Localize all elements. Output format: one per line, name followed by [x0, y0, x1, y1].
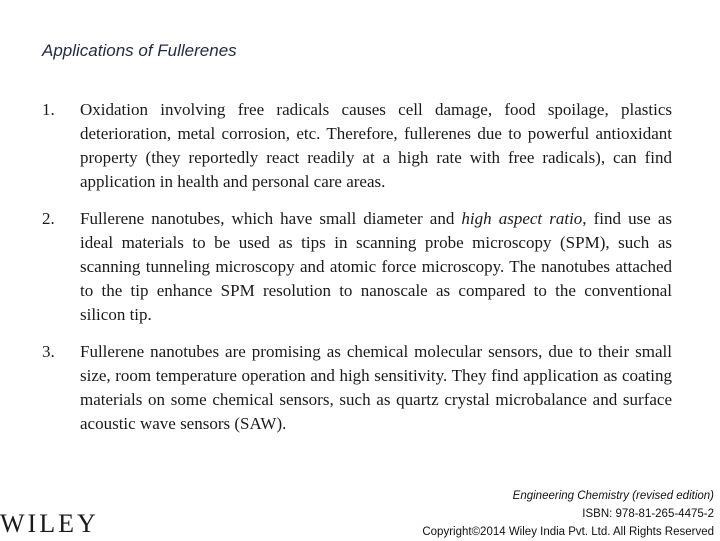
item-text-after: , find use as ideal materials to be used as tips in scanning probe microscopy (SPM), such as scanning tunneling microscopy and atomic force microscopy. The nanotubes attached to the tip enhance SPM resolution to nanoscale as compared to the conventional silicon tip.: [80, 209, 672, 324]
list-item: [42, 98, 672, 194]
footer-copyright: Copyright©2014 Wiley India Pvt. Ltd. All Rights Reserved: [422, 526, 714, 538]
page-title: Applications of Fullerenes: [42, 41, 237, 60]
footer-book-title: Engineering Chemistry (revised edition): [512, 490, 714, 502]
list-item: [42, 340, 672, 436]
item-text: Oxidation involving free radicals causes cell damage, food spoilage, plastics deterioration, metal corrosion, etc. Therefore, fullerenes due to powerful antioxidant property (they reportedly react readily at a high rate with free radicals), can find application in health and personal care areas.: [80, 100, 672, 191]
item-text-emphasis: high aspect ratio: [461, 209, 583, 228]
applications-list: [42, 98, 672, 436]
footer: [422, 487, 714, 541]
item-number: 3.: [42, 342, 55, 361]
wiley-logo: WILEY: [0, 509, 99, 538]
item-number: 2.: [42, 209, 55, 228]
item-text: [80, 207, 672, 327]
item-number: 1.: [42, 100, 55, 119]
item-text-before: Fullerene nanotubes, which have small diameter and: [80, 209, 462, 228]
list-item: [42, 207, 672, 327]
footer-isbn: ISBN: 978-81-265-4475-2: [582, 508, 714, 520]
item-text: Fullerene nanotubes are promising as chemical molecular sensors, due to their small size, room temperature operation and high sensitivity. They find application as coating materials on some chemical sensors, such as quartz crystal microbalance and surface acoustic wave sensors (SAW).: [80, 342, 672, 433]
